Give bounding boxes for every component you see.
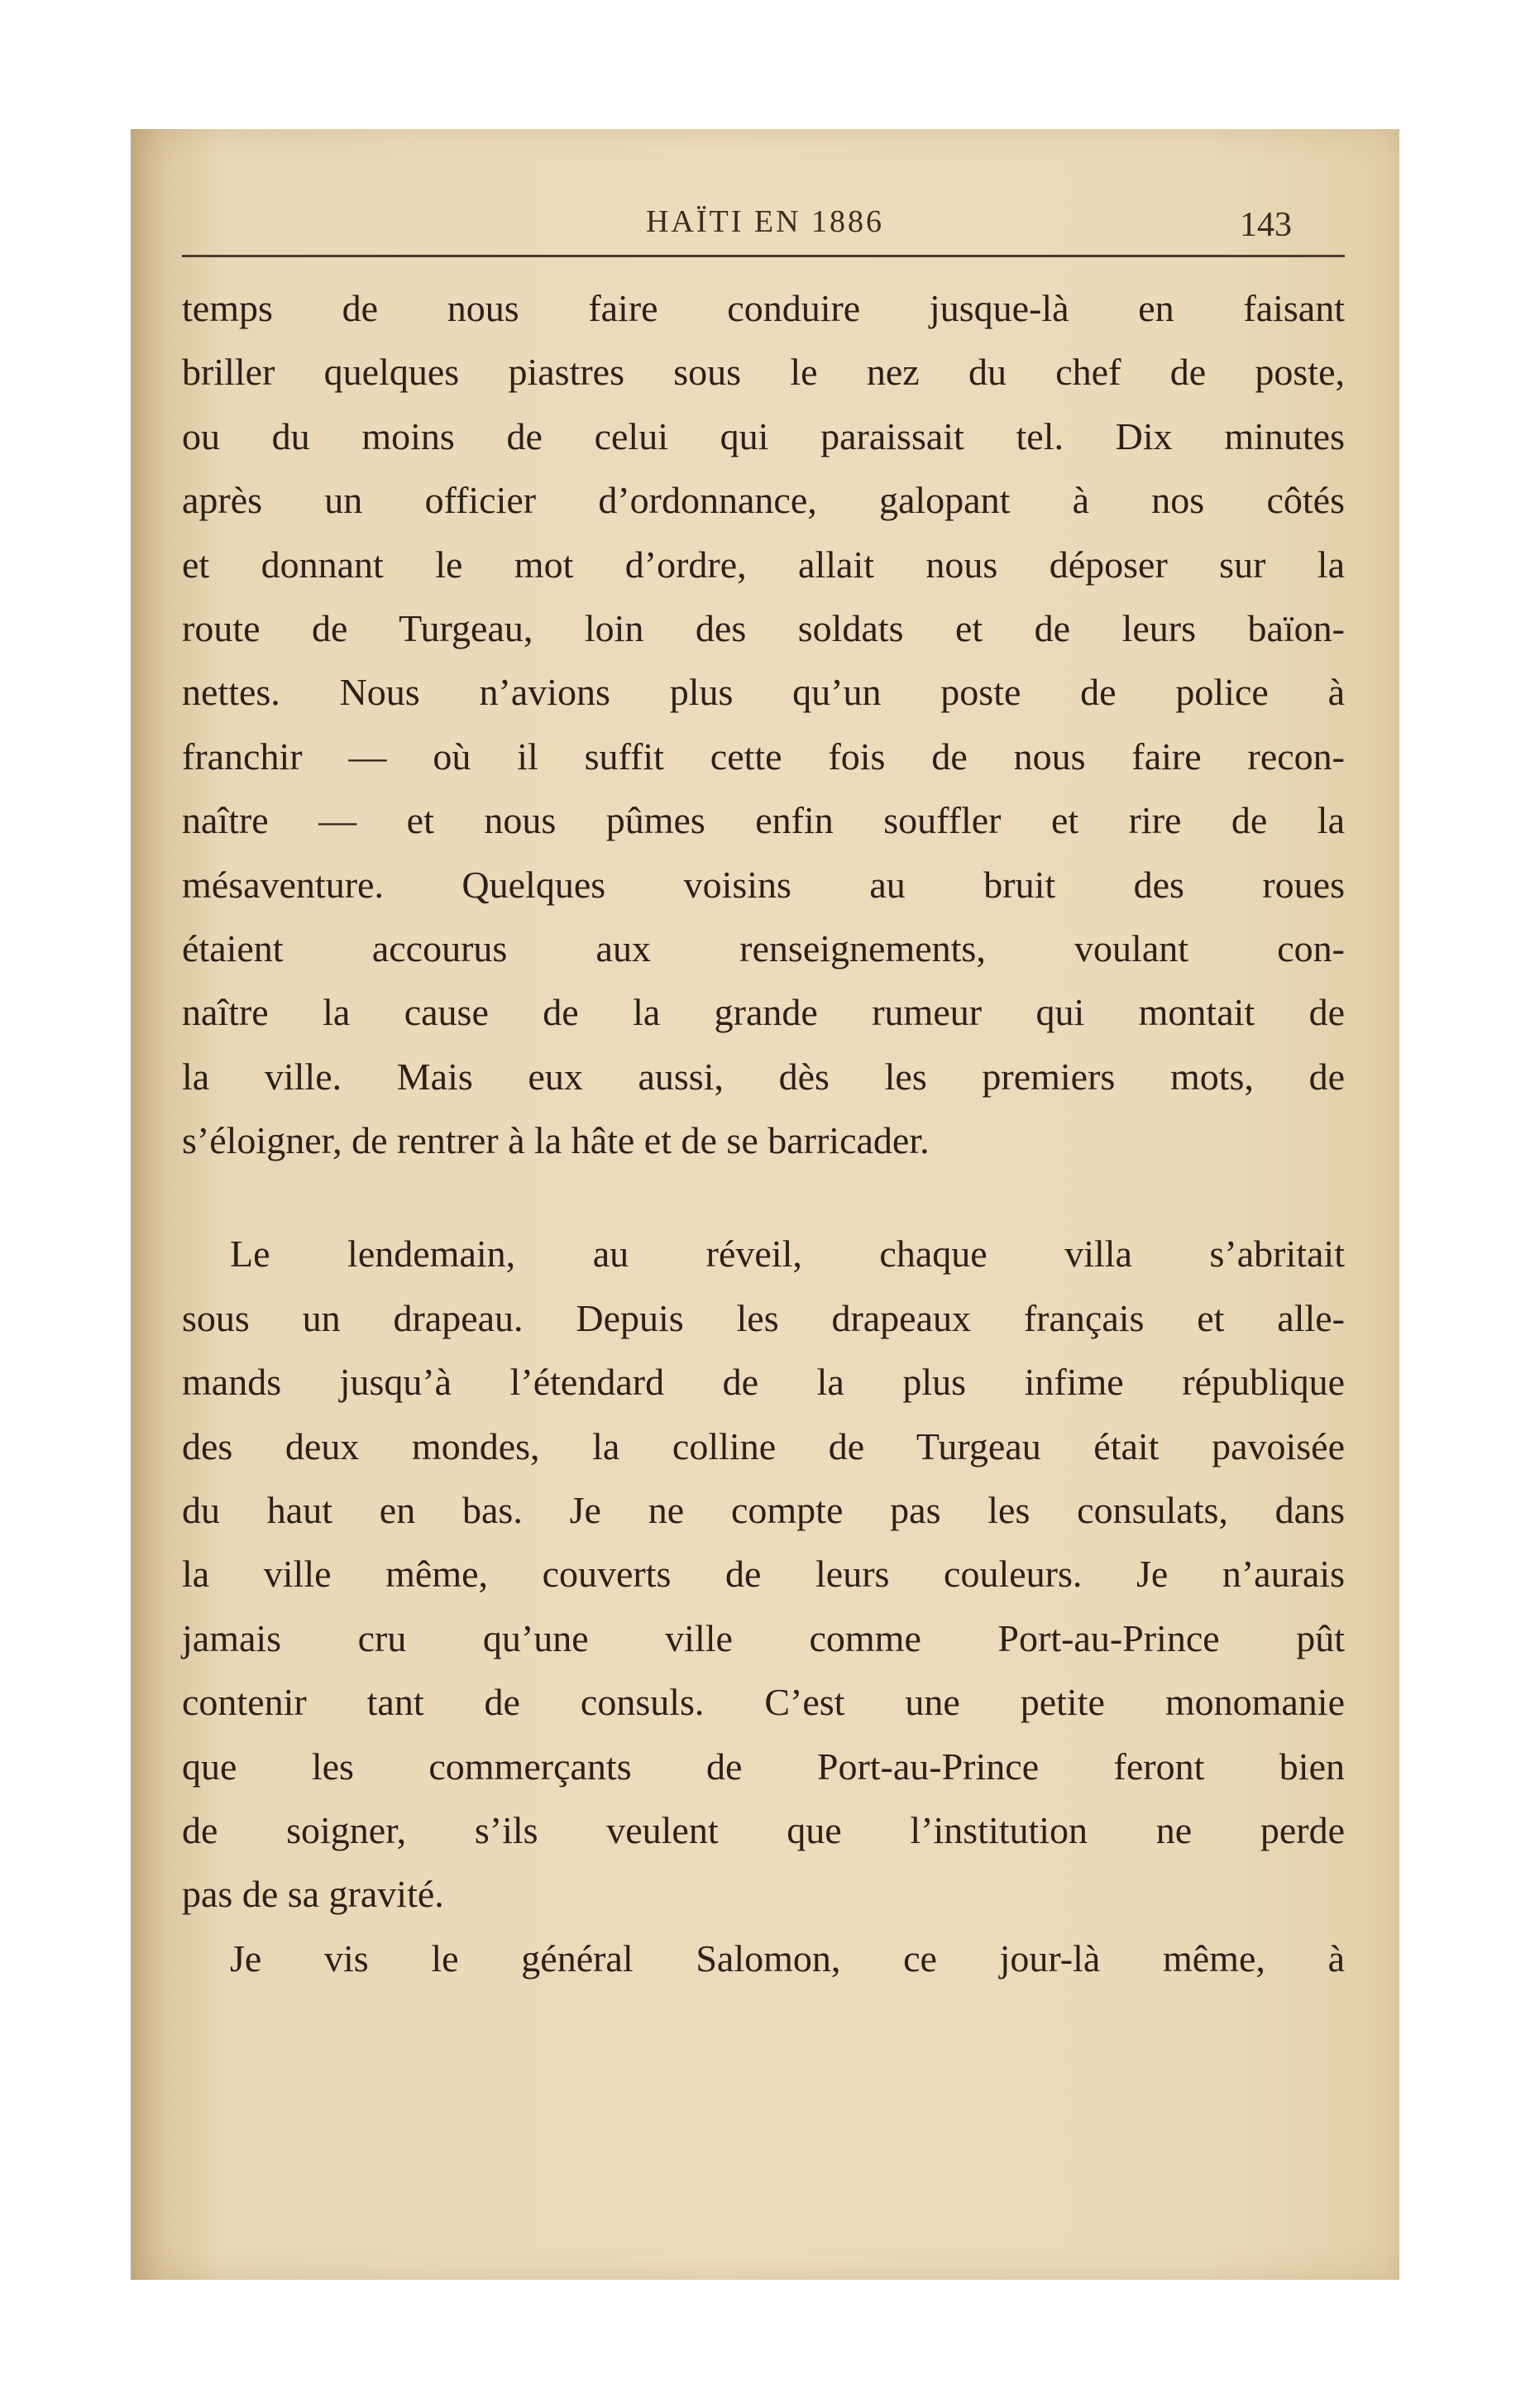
- text-line: la ville même, couverts de leurs couleurs. Je n’aurais: [182, 1553, 1345, 1596]
- text-line: briller quelques piastres sous le nez du chef de poste,: [182, 351, 1345, 394]
- book-page: [131, 129, 1399, 2280]
- running-title: HAÏTI EN 1886: [645, 204, 885, 239]
- text-line: naître la cause de la grande rumeur qui montait de: [182, 991, 1345, 1034]
- body-text: [182, 276, 1345, 1990]
- text-line: contenir tant de consuls. C’est une petite monomanie: [182, 1681, 1345, 1724]
- text-line: après un officier d’ordonnance, galopant à nos côtés: [182, 479, 1345, 522]
- text-line: naître — et nous pûmes enfin souffler et rire de la: [182, 799, 1345, 842]
- text-line: de soigner, s’ils veulent que l’institution ne perde: [182, 1808, 1345, 1851]
- paragraph-gap: [182, 1172, 1345, 1222]
- text-line: mands jusqu’à l’étendard de la plus infime république: [182, 1361, 1345, 1404]
- text-line: que les commerçants de Port-au-Prince feront bien: [182, 1745, 1345, 1788]
- text-line: sous un drapeau. Depuis les drapeaux français et alle-: [182, 1296, 1345, 1339]
- text-line: Le lendemain, au réveil, chaque villa s’abritait: [230, 1233, 1345, 1276]
- text-line: étaient accourus aux renseignements, voulant con-: [182, 926, 1345, 969]
- text-line: nettes. Nous n’avions plus qu’un poste de police à: [182, 671, 1345, 714]
- text-line: du haut en bas. Je ne compte pas les consulats, dans: [182, 1489, 1345, 1532]
- text-line: temps de nous faire conduire jusque-là en faisant: [182, 287, 1345, 329]
- text-line: mésaventure. Quelques voisins au bruit des roues: [182, 863, 1345, 906]
- text-line: franchir — où il suffit cette fois de nous faire recon-: [182, 735, 1345, 778]
- text-line: route de Turgeau, loin des soldats et de leurs baïon-: [182, 606, 1345, 649]
- text-line: ou du moins de celui qui paraissait tel. Dix minutes: [182, 414, 1345, 457]
- text-line: la ville. Mais eux aussi, dès les premiers mots, de: [182, 1055, 1345, 1098]
- text-line: jamais cru qu’une ville comme Port-au-Prince pût: [182, 1616, 1345, 1659]
- text-line: pas de sa gravité.: [182, 1873, 444, 1916]
- text-line: Je vis le général Salomon, ce jour-là même, à: [230, 1936, 1345, 1980]
- header-rule: [182, 255, 1345, 257]
- text-line: des deux mondes, la colline de Turgeau était pavoisée: [182, 1424, 1345, 1467]
- text-line: et donnant le mot d’ordre, allait nous déposer sur la: [182, 543, 1345, 586]
- page-number: 143: [1240, 206, 1292, 244]
- running-head: [131, 203, 1399, 253]
- text-line: s’éloigner, de rentrer à la hâte et de se barricader.: [182, 1119, 930, 1162]
